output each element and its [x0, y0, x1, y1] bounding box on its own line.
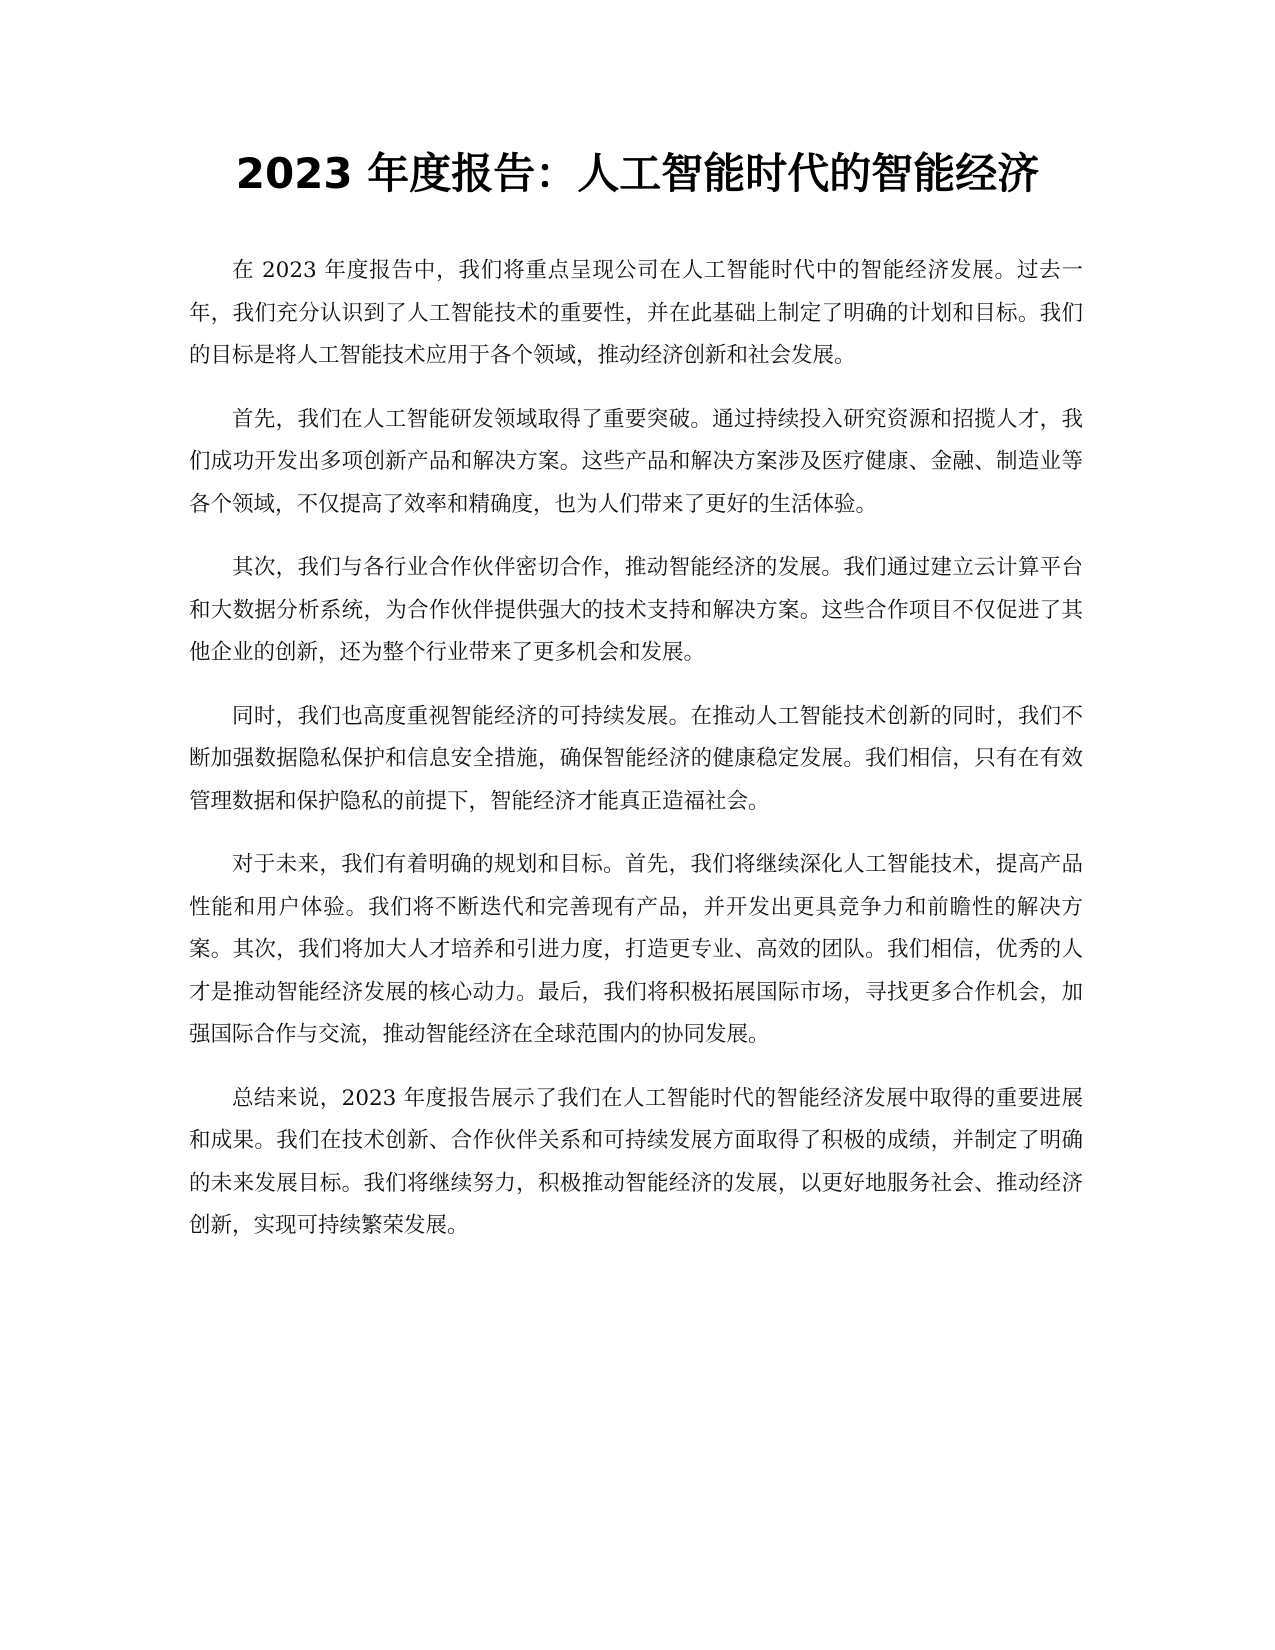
paragraph-intro: 在 2023 年度报告中，我们将重点呈现公司在人工智能时代中的智能经济发展。过去一年，我们充分认识到了人工智能技术的重要性，并在此基础上制定了明确的计划和目标。我们的目标是将人工智能技术应用于各个领域，推动经济创新和社会发展。 [189, 258, 1083, 368]
paragraph-rnd-breakthrough: 首先，我们在人工智能研发领域取得了重要突破。通过持续投入研究资源和招揽人才，我们成功开发出多项创新产品和解决方案。这些产品和解决方案涉及医疗健康、金融、制造业等各个领域，不仅提高了效率和精确度，也为人们带来了更好的生活体验。 [189, 406, 1083, 517]
document-title: 2023 年度报告：人工智能时代的智能经济 [235, 149, 1040, 198]
paragraph-future-plans: 对于未来，我们有着明确的规划和目标。首先，我们将继续深化人工智能技术，提高产品性能和用户体验。我们将不断迭代和完善现有产品，并开发出更具竞争力和前瞻性的解决方案。其次，我们将加大人才培养和引进力度，打造更专业、高效的团队。我们相信，优秀的人才是推动智能经济发展的核心动力。最后，我们将积极拓展国际市场，寻找更多合作机会，加强国际合作与交流，推动智能经济在全球范围内的协同发展。 [189, 852, 1083, 1047]
paragraph-summary: 总结来说，2023 年度报告展示了我们在人工智能时代的智能经济发展中取得的重要进展和成果。我们在技术创新、合作伙伴关系和可持续发展方面取得了积极的成绩，并制定了明确的未来发展目标。我们将继续努力，积极推动智能经济的发展，以更好地服务社会、推动经济创新，实现可持续繁荣发展。 [189, 1085, 1083, 1238]
paragraph-sustainability: 同时，我们也高度重视智能经济的可持续发展。在推动人工智能技术创新的同时，我们不断加强数据隐私保护和信息安全措施，确保智能经济的健康稳定发展。我们相信，只有在有效管理数据和保护隐私的前提下，智能经济才能真正造福社会。 [189, 703, 1083, 814]
paragraph-partnerships: 其次，我们与各行业合作伙伴密切合作，推动智能经济的发展。我们通过建立云计算平台和大数据分析系统，为合作伙伴提供强大的技术支持和解决方案。这些合作项目不仅促进了其他企业的创新，还为整个行业带来了更多机会和发展。 [189, 555, 1083, 665]
document-body [189, 250, 1083, 1269]
